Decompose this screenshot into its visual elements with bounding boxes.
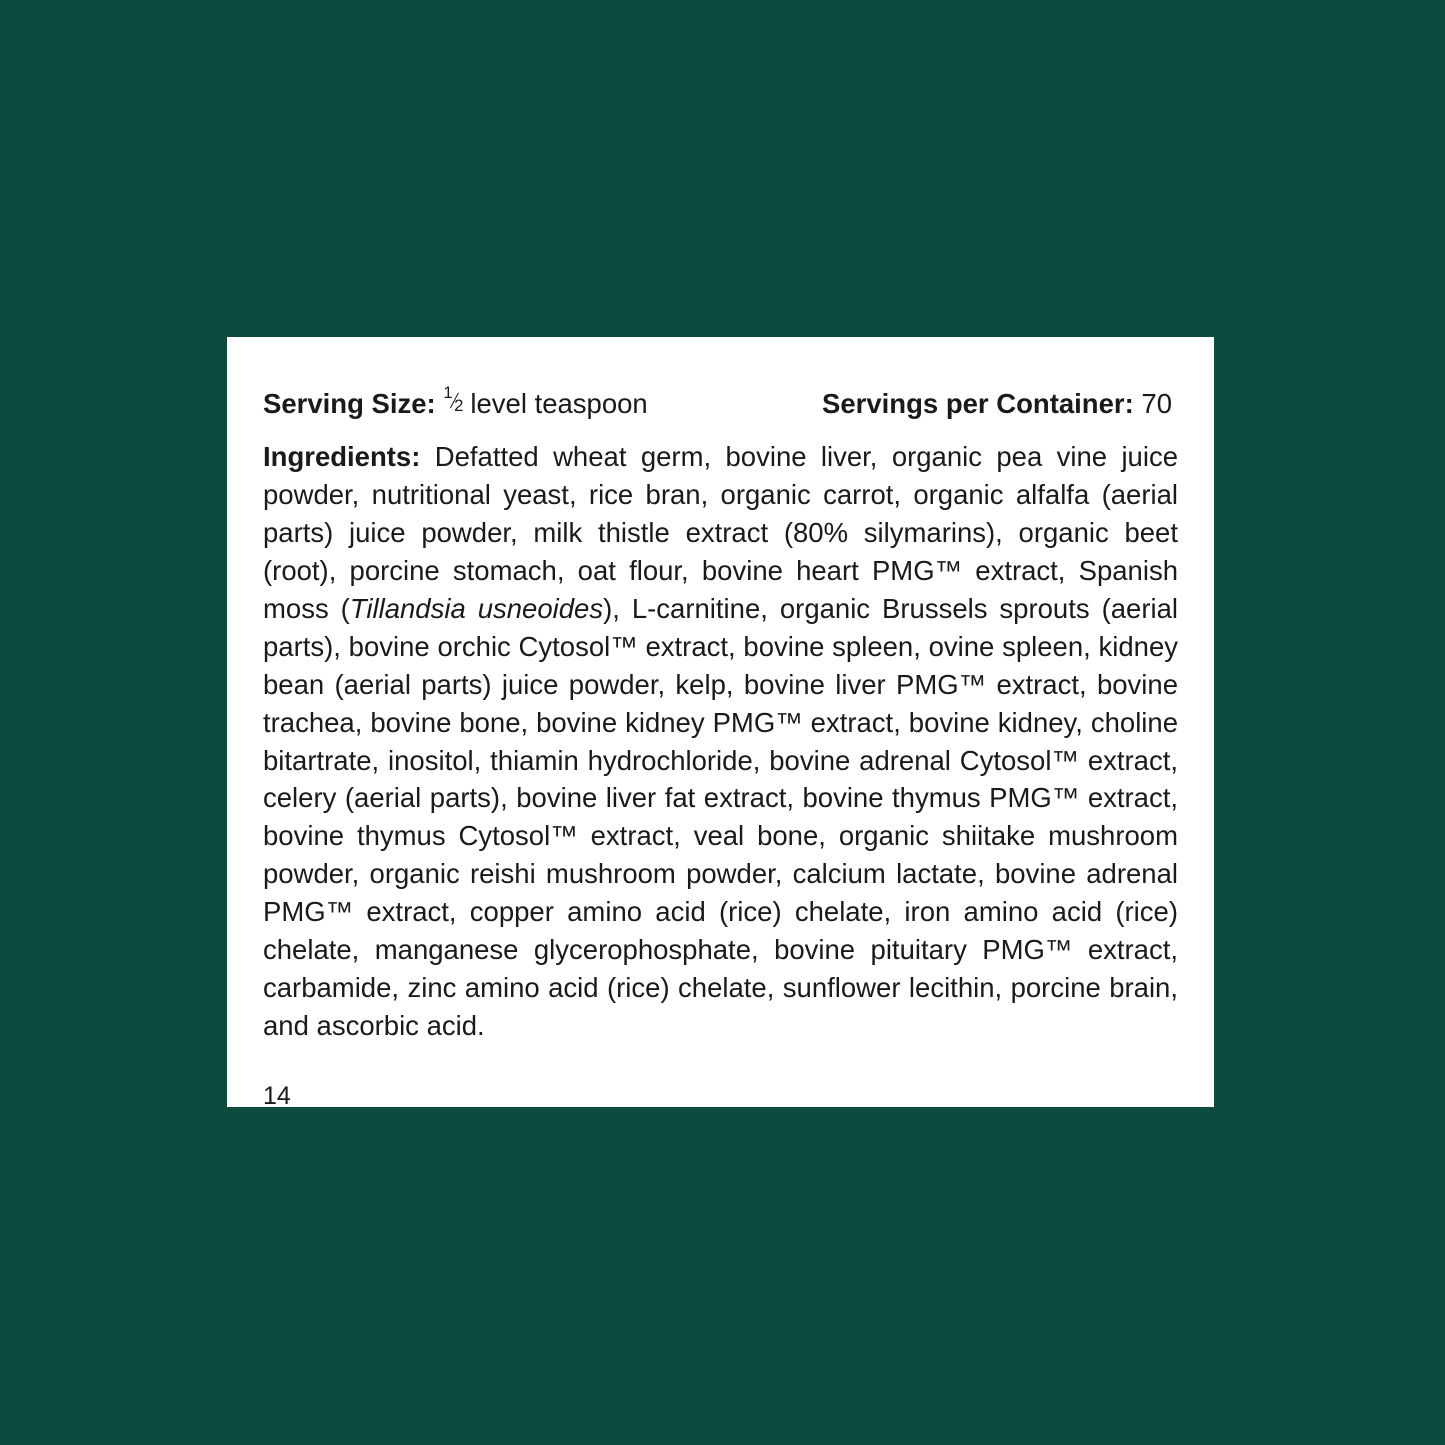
servings-per-container-group: [822, 387, 1178, 420]
fraction-denominator: 2: [454, 395, 464, 415]
fraction-numerator: 1: [443, 382, 453, 402]
serving-size-value: level teaspoon: [470, 388, 648, 419]
serving-size-group: [263, 382, 648, 420]
serving-size-label: Serving Size:: [263, 388, 436, 419]
servings-per-container-value: 70: [1141, 388, 1172, 419]
ingredients-text-part-1: Defatted wheat germ, bovine liver, organic pea vine juice powder, nutritional yeast, rice bran, organic carrot, organic alfalfa (aerial parts) juice powder, milk thistle extract (80% silymarins), organic beet (root), porcine stomach, oat flour, bovine heart PMG™ extract, Spanish moss (: [263, 441, 1179, 624]
serving-size-fraction: [443, 382, 464, 415]
ingredients-botanical-name: Tillandsia usneoides: [349, 592, 604, 624]
label-panel: [227, 337, 1214, 1110]
servings-per-container-label: Servings per Container:: [822, 388, 1134, 419]
serving-info-row: [263, 373, 1178, 420]
ingredients-text-part-2: ), L-carnitine, organic Brussels sprouts (aerial parts), bovine orchic Cytosol™ extract, bovine spleen, ovine spleen, kidney bean (aerial parts) juice powder, kelp, bovine liver PMG™ extract, bovine trachea, bovine bone, bovine kidney PMG™ extract, bovine kidney, choline bitartrate, inositol, thiamin hydrochloride, bovine adrenal Cytosol™ extract, celery (aerial parts), bovine liver fat extract, bovine thymus PMG™ extract, bovine thymus Cytosol™ extract, veal bone, organic shiitake mushroom powder, organic reishi mushroom powder, calcium lactate, bovine adrenal PMG™ extract, copper amino acid (rice) chelate, iron amino acid (rice) chelate, manganese glycerophosphate, bovine pituitary PMG™ extract, carbamide, zinc amino acid (rice) chelate, sunflower lecithin, porcine brain, and ascorbic acid.: [263, 592, 1178, 1042]
ingredients-label: Ingredients:: [263, 441, 421, 472]
page-number: 14: [263, 1082, 291, 1110]
ingredients-paragraph: [263, 438, 1178, 1045]
